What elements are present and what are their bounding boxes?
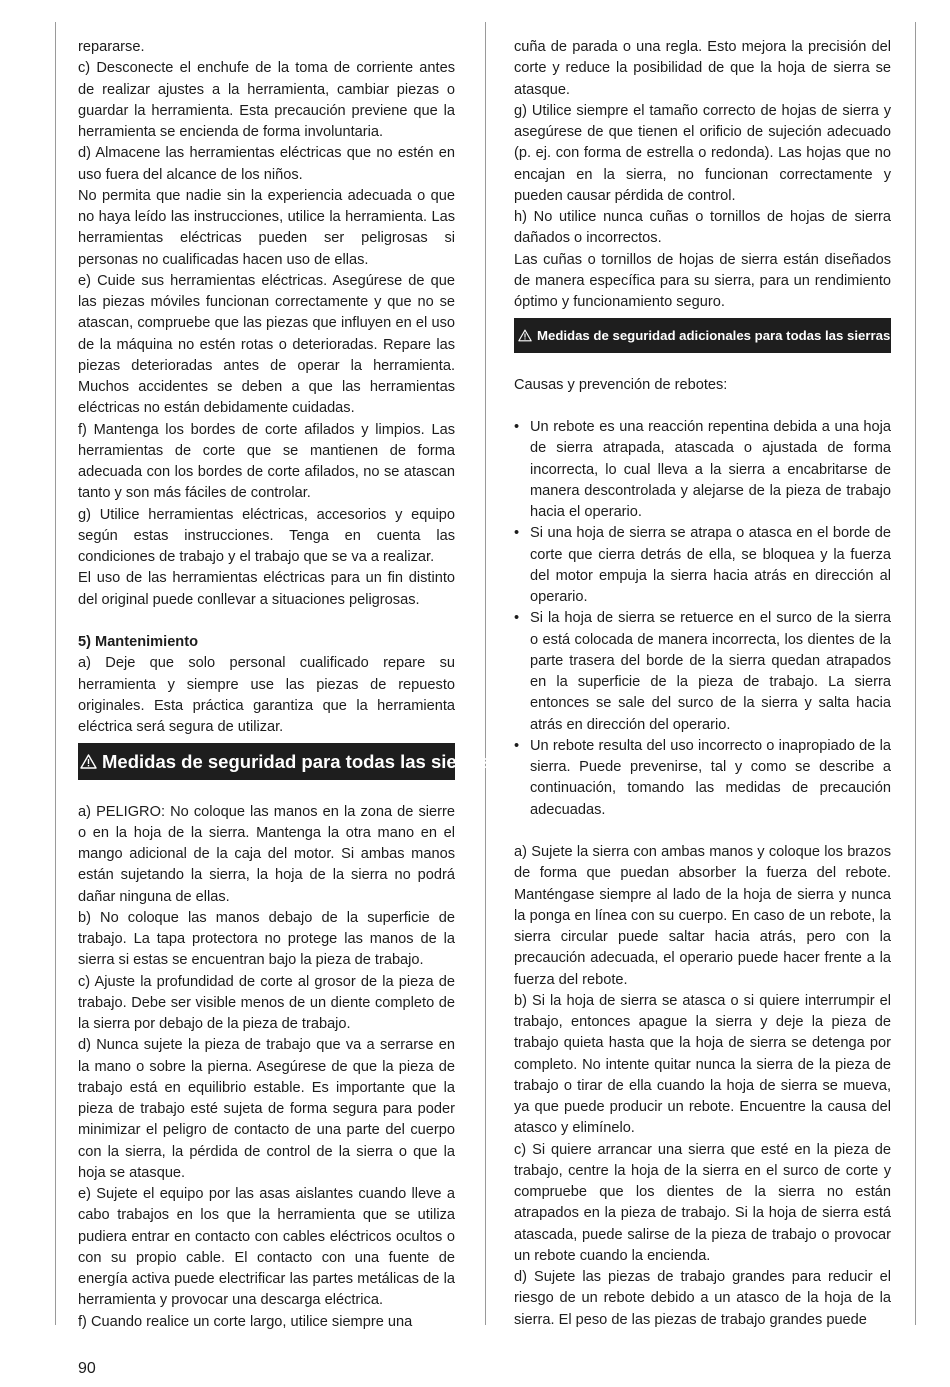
paragraph: c) Desconecte el enchufe de la toma de corriente antes de realizar ajustes a la herramienta, cambiar piezas o guardar la herramienta. Esta precaución previene que la herramienta se encienda de forma involuntaria. bbox=[78, 60, 455, 140]
banner-title: Medidas de seguridad adicionales para todas las sierras bbox=[537, 328, 891, 344]
paragraph: e) Sujete el equipo por las asas aislantes cuando lleve a cabo trabajos en los que la herramienta que se utiliza pudiera entrar en contacto con cables eléctricos ocultos o con su propio cable. El contacto con una fuente de energía activa puede electrificar las partes metálicas de la herramienta y provocar una descarga eléctrica. bbox=[78, 1186, 455, 1309]
paragraph: f) Mantenga los bordes de corte afilados y limpios. Las herramientas de corte que se mantienen de forma adecuada con los bordes de corte afilados, no se atascan tanto y son más fáciles de controlar. bbox=[78, 421, 455, 502]
paragraph: El uso de las herramientas eléctricas para un fin distinto del original puede conllevar a situaciones peligrosas. bbox=[78, 570, 455, 608]
warning-triangle-icon bbox=[80, 754, 97, 769]
list-item: • Un rebote resulta del uso incorrecto o inapropiado de la sierra. Puede prevenirse, tal y como se describe a continuación, tomando las medidas de precaución adecuadas. bbox=[514, 737, 891, 818]
section-banner bbox=[78, 743, 492, 780]
bullet-icon: • bbox=[514, 610, 520, 627]
paragraph: b) No coloque las manos debajo de la superficie de trabajo. La tapa protectora no protege las manos de la sierra si estas se encuentran bajo la pieza de trabajo. bbox=[78, 909, 455, 969]
bullet-icon: • bbox=[514, 525, 520, 542]
column-divider-rule bbox=[485, 22, 486, 1325]
paragraph: a) Sujete la sierra con ambas manos y coloque los brazos de forma que puedan absorber la fuerza del rebote. Manténgase siempre al lado de la hoja de sierra y nunca la ponga en línea con su cuerpo. En caso de un rebote, la sierra circular puede saltar hacia atrás, pero con la precaución adecuada, el operario puede hacer frente a la fuerza del rebote. bbox=[514, 844, 891, 988]
paragraph: f) Cuando realice un corte largo, utilice siempre una bbox=[78, 1313, 413, 1330]
list-item: • Si una hoja de sierra se atrapa o atasca en el borde de corte que cierra detrás de ella, se bloquea y la fuerza del motor empuja la sierra hacia atrás en dirección al operario. bbox=[514, 525, 891, 605]
paragraph: c) Ajuste la profundidad de corte al grosor de la pieza de trabajo. Debe ser visible menos de un diente completo de la sierra por debajo de la pieza de trabajo. bbox=[78, 973, 455, 1032]
list-item: • Un rebote es una reacción repentina debida a una hoja de sierra atrapada, atascada o ajustada de forma incorrecta, lo cual lleva a la sierra a encabritarse de manera descontrolada y alejarse de la pieza de trabajo hacia el operario. bbox=[514, 419, 891, 520]
paragraph: Las cuñas o tornillos de hojas de sierra están diseñados de manera específica para su sierra, para un rendimiento óptimo y funcionamiento seguro. bbox=[514, 251, 891, 310]
section-subheading: 5) Mantenimiento bbox=[78, 634, 198, 650]
bullet-icon: • bbox=[514, 419, 520, 435]
paragraph: cuña de parada o una regla. Esto mejora la precisión del corte y reduce la posibilidad de que la hoja de sierra se atasque. bbox=[514, 39, 891, 98]
banner-title: Medidas de seguridad para todas las sierras bbox=[102, 751, 492, 773]
paragraph: a) Deje que solo personal cualificado repare su herramienta y siempre use las piezas de repuesto originales. Esta práctica garantiza que la herramienta eléctrica será segura de utilizar. bbox=[78, 655, 455, 735]
paragraph: b) Si la hoja de sierra se atasca o si quiere interrumpir el trabajo, entonces apague la sierra y deje la pieza de trabajo quieta hasta que la hoja de sierra se detenga por completo. No intente quitar nunca la sierra de la pieza de trabajo o tirar de ella cuando la hoja de sierra se mueva, ya que puede producir un rebote. Encuentre la causa del atasco y elimínelo. bbox=[514, 992, 891, 1137]
paragraph: d) Sujete las piezas de trabajo grandes para reducir el riesgo de un rebote debido a un atasco de la hoja de la sierra. El peso de las piezas de trabajo grandes puede bbox=[514, 1269, 891, 1328]
section-banner bbox=[514, 318, 891, 353]
paragraph: No permita que nadie sin la experiencia adecuada o que no haya leído las instrucciones, utilice la herramienta. Las herramientas eléctricas pueden ser peligrosas si personas no cualificadas hacen uso de ellas. bbox=[78, 187, 455, 268]
left-margin-rule bbox=[55, 22, 56, 1325]
paragraph: h) No utilice nunca cuñas o tornillos de hojas de sierra dañados o incorrectos. bbox=[514, 209, 891, 247]
paragraph: g) Utilice herramientas eléctricas, accesorios y equipo según estas instrucciones. Tenga en cuenta las condiciones de trabajo y el trabajo que se va a realizar. bbox=[78, 506, 455, 565]
right-column bbox=[514, 37, 891, 1331]
left-column bbox=[78, 37, 492, 1333]
page-number: 90 bbox=[78, 1360, 96, 1377]
right-margin-rule bbox=[915, 22, 916, 1325]
paragraph: a) PELIGRO: No coloque las manos en la zona de sierre o en la hoja de la sierra. Mantenga la otra mano en el mango adicional de la caja del motor. Si ambas manos están sujetando la sierra, la hoja de la sierra no podrá dañar ninguna de ellas. bbox=[78, 803, 455, 905]
paragraph: c) Si quiere arrancar una sierra que esté en la pieza de trabajo, centre la hoja de la sierra en el surco de corte y compruebe que los dientes de la sierra no están atrapados en la pieza de trabajo. Si la hoja de sierra está atascada, puede salirse de la pieza de trabajo o provocar un rebote cuando la encienda. bbox=[514, 1141, 891, 1264]
bullet-list bbox=[514, 417, 891, 821]
intro-text: Causas y prevención de rebotes: bbox=[514, 376, 728, 393]
paragraph: repararse. bbox=[78, 39, 145, 55]
paragraph: d) Nunca sujete la pieza de trabajo que va a serrarse en la mano o sobre la pierna. Asegúrese de que la pieza de trabajo está en equilibrio estable. Es importante que la pieza de trabajo esté sujeta de forma segura para poder minimizar el peligro de contacto de una parte del cuerpo con la sierra, la pérdida de control de la sierra o que la hoja se atasque. bbox=[78, 1037, 455, 1181]
bullet-icon: • bbox=[514, 737, 520, 754]
warning-triangle-icon bbox=[518, 329, 532, 342]
paragraph: d) Almacene las herramientas eléctricas que no estén en uso fuera del alcance de los niños. bbox=[78, 145, 455, 183]
paragraph: g) Utilice siempre el tamaño correcto de hojas de sierra y asegúrese de que tienen el orificio de sujeción adecuado (p. ej. con forma de estrella o redonda). Las hojas que no encajan en la sierra, no funcionan correctamente y pueden causar pérdida de control. bbox=[514, 102, 891, 204]
paragraph: e) Cuide sus herramientas eléctricas. Asegúrese de que las piezas móviles funcionan correctamente y que no se atascan, compruebe que las piezas que influyen en el uso de la máquina no estén rotas o deterioradas. Repare las piezas deterioradas antes de operar la herramienta. Muchos accidentes se deben a que las herramientas eléctricas no están debidamente cuidadas. bbox=[78, 272, 455, 417]
list-item: • Si la hoja de sierra se retuerce en el surco de la sierra o está colocada de manera incorrecta, los dientes de la parte trasera del borde de la sierra quedan atrapados en la superficie de la pieza de trabajo. La sierra entonces se sale del surco de la sierra y salta hacia atrás en dirección del operario. bbox=[514, 610, 891, 733]
